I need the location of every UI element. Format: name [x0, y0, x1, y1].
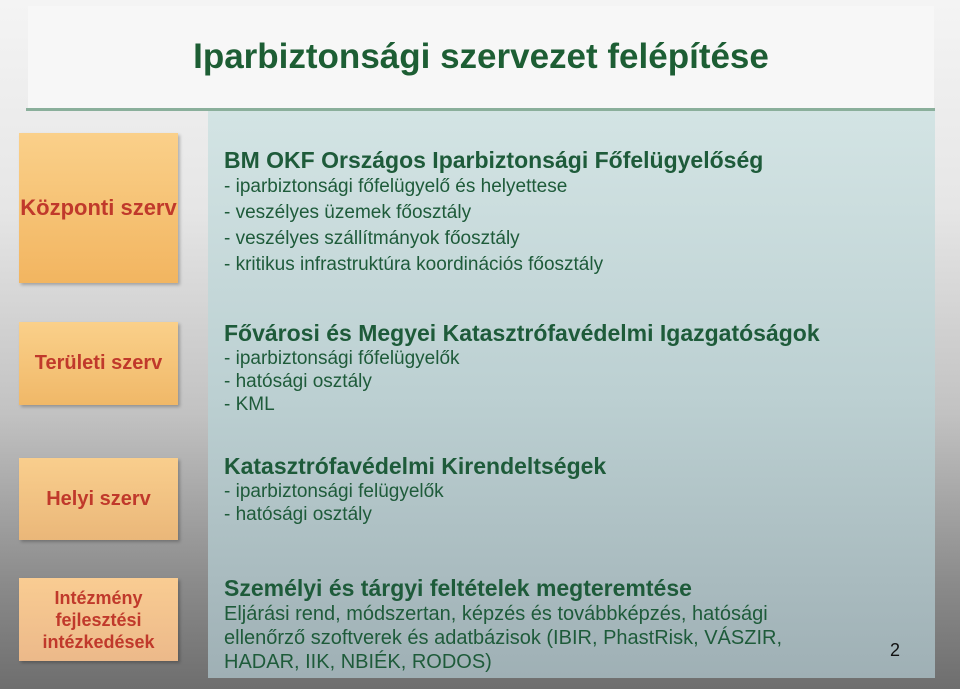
label-local: Helyi szerv	[19, 458, 178, 540]
label-central: Központi szerv	[19, 133, 178, 283]
institutional-block	[224, 574, 782, 674]
institutional-line: ellenőrző szoftverek és adatbázisok (IBIR, PhastRisk, VÁSZIR,	[224, 627, 782, 649]
central-block	[224, 146, 763, 278]
regional-item: - iparbiztonsági főfelügyelők	[224, 348, 460, 369]
local-block	[224, 452, 606, 526]
page-number: 2	[890, 640, 901, 660]
regional-item: - KML	[224, 394, 275, 415]
title-bar	[28, 6, 934, 108]
label-institutional: Intézmény fejlesztési intézkedések	[19, 578, 178, 661]
central-item: - kritikus infrastruktúra koordinációs főosztály	[224, 254, 604, 275]
regional-block	[224, 319, 820, 416]
regional-heading: Fővárosi és Megyei Katasztrófavédelmi Igazgatóságok	[224, 320, 820, 346]
local-heading: Katasztrófavédelmi Kirendeltségek	[224, 453, 607, 479]
institutional-line: Eljárási rend, módszertan, képzés és továbbképzés, hatósági	[224, 603, 768, 625]
institutional-heading: Személyi és tárgyi feltételek megteremtése	[224, 575, 692, 601]
regional-item: - hatósági osztály	[224, 371, 372, 392]
page-title: Iparbiztonsági szervezet felépítése	[193, 37, 769, 76]
institutional-line: HADAR, IIK, NBIÉK, RODOS)	[224, 651, 492, 673]
local-item: - hatósági osztály	[224, 504, 372, 525]
central-item: - veszélyes üzemek főosztály	[224, 202, 472, 223]
local-item: - iparbiztonsági felügyelők	[224, 481, 444, 502]
central-item: - iparbiztonsági főfelügyelő és helyettese	[224, 176, 568, 197]
central-item: - veszélyes szállítmányok főosztály	[224, 228, 520, 249]
central-heading: BM OKF Országos Iparbiztonsági Főfelügyelőség	[224, 147, 764, 173]
label-regional: Területi szerv	[19, 322, 178, 405]
